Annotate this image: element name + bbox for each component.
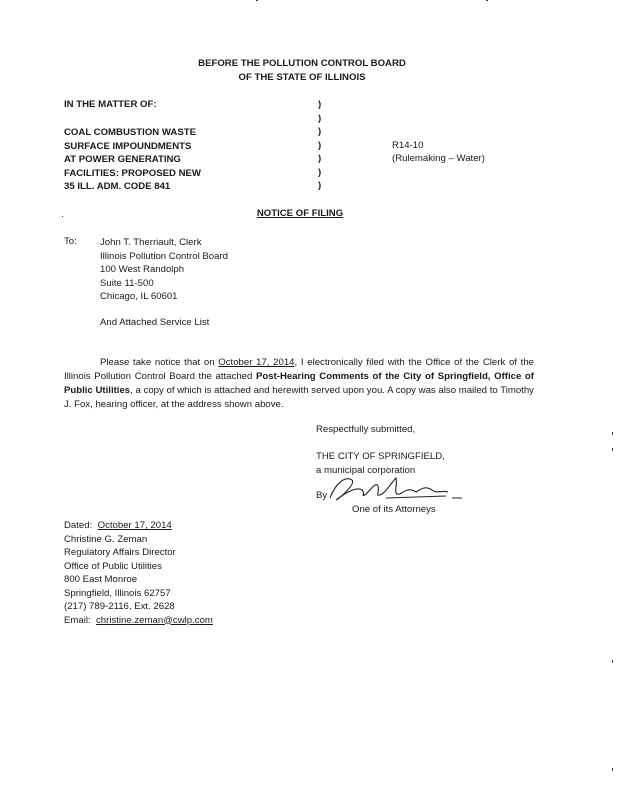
contact-phone: (217) 789-2116, Ext. 2628: [64, 601, 175, 612]
closing: Respectfully submitted,: [316, 424, 416, 435]
contact-office: Office of Public Utilities: [64, 560, 162, 572]
caption-paren: ): [318, 153, 322, 164]
caption-paren: ): [318, 99, 322, 110]
scan-artifact: [486, 0, 488, 1]
service-list-note: And Attached Service List: [100, 317, 210, 328]
matter-line: FACILITIES: PROPOSED NEW: [64, 167, 201, 179]
board-subtitle: OF THE STATE OF ILLINOIS: [238, 72, 366, 83]
filing-date: October 17, 2014: [218, 357, 295, 368]
scan-artifact: [256, 0, 258, 1]
addressee-line: Illinois Pollution Control Board: [100, 250, 228, 262]
attorney-caption: One of its Attorneys: [352, 504, 436, 515]
caption-paren: ): [318, 112, 322, 124]
caption-paren: ): [318, 126, 322, 137]
dated-line: [64, 519, 213, 533]
handwritten-signature-icon: [326, 472, 466, 506]
body-text: , a copy of which is attached and herewith served upon you. A copy was also mailed to Timothy J. Fox, hearing officer, at the address shown above.: [64, 385, 534, 410]
caption-paren: ): [318, 139, 322, 151]
filed-document-title: Post-Hearing Comments of the City of Springfield, Office of Public Utilities: [64, 371, 534, 396]
contact-address: 800 East Monroe: [64, 574, 138, 585]
scan-artifact: [612, 448, 613, 451]
matter-line: 35 ILL. ADM. CODE 841: [64, 181, 171, 192]
body-text: Please take notice that on: [100, 357, 219, 368]
body-text: , I electronically filed with the Office of the Clerk of the Illinois Pollution Control Board the attached: [64, 357, 534, 382]
notice-title: NOTICE OF FILING: [256, 208, 344, 219]
docket-number: R14-10: [392, 139, 424, 151]
contact-city: Springfield, Illinois 62757: [64, 587, 171, 599]
to-label: To:: [64, 236, 77, 247]
addressee-block: [100, 236, 228, 304]
scan-artifact: [612, 432, 613, 435]
addressee-line: 100 West Randolph: [100, 264, 185, 275]
contact-title: Regulatory Affairs Director: [64, 547, 176, 558]
board-title: BEFORE THE POLLUTION CONTROL BOARD: [198, 58, 406, 69]
addressee-line: Suite 11-500: [100, 277, 154, 289]
notice-body: [64, 356, 534, 412]
caption-paren: ): [318, 180, 322, 191]
matter-line: AT POWER GENERATING: [64, 154, 181, 165]
caption-paren: ): [318, 166, 322, 178]
dated-label: Dated:: [64, 520, 93, 531]
addressee-line: John T. Therriault, Clerk: [100, 237, 202, 248]
scan-artifact: [612, 660, 613, 663]
signatory-corporation: a municipal corporation: [316, 465, 416, 476]
email-label: Email:: [64, 614, 91, 626]
in-the-matter-label: IN THE MATTER OF:: [64, 99, 157, 110]
contact-name: Christine G. Zeman: [64, 533, 148, 545]
contact-block: [64, 519, 213, 627]
email-link[interactable]: christine.zeman@cwlp.com: [96, 614, 213, 626]
matter-line: SURFACE IMPOUNDMENTS: [64, 140, 192, 152]
docket-type: (Rulemaking – Water): [392, 153, 485, 164]
email-line: [64, 614, 213, 628]
dated-value: October 17, 2014: [97, 520, 172, 531]
matter-line: COAL COMBUSTION WASTE: [64, 127, 197, 138]
scan-artifact: [612, 768, 613, 771]
by-label: By: [316, 490, 328, 501]
addressee-line: Chicago, IL 60601: [100, 291, 178, 302]
signatory-city: THE CITY OF SPRINGFIELD,: [316, 451, 445, 462]
matter-description: [64, 126, 201, 194]
